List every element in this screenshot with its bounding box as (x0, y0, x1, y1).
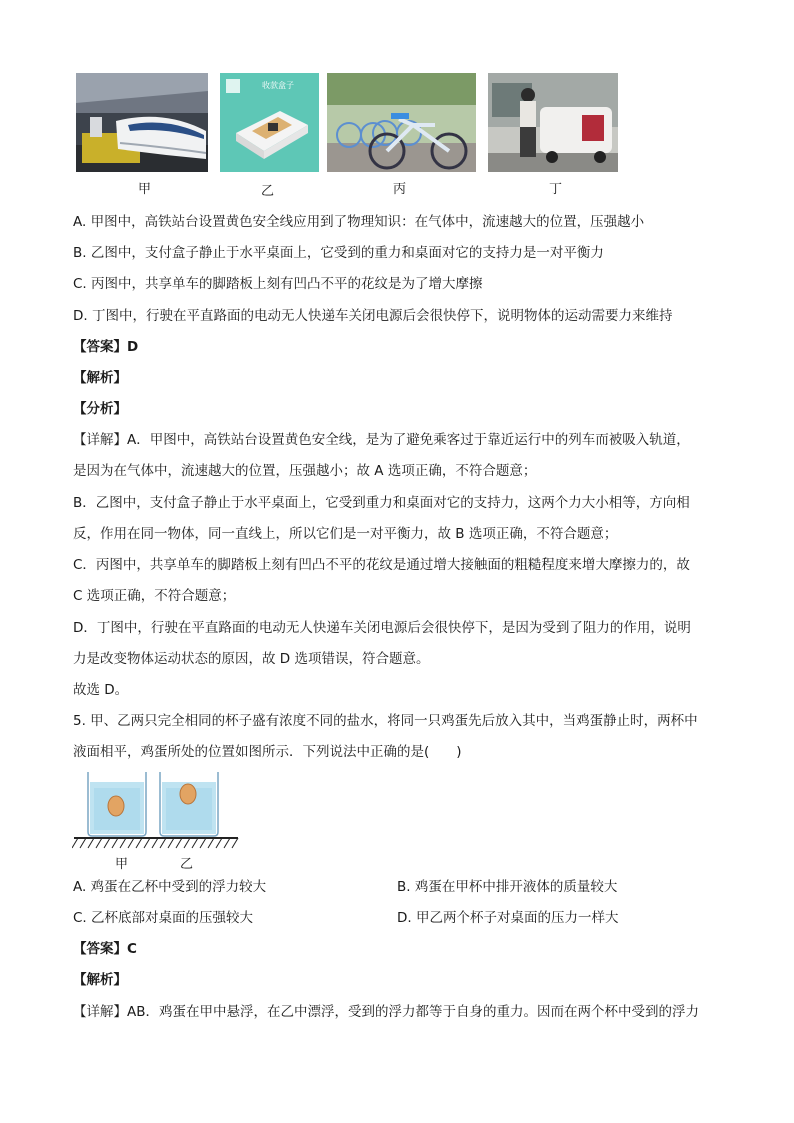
q5-option-c: C. 乙杯底部对桌面的压强较大 (73, 910, 254, 926)
q4-detail-line: C 选项正确，不符合题意； (73, 588, 236, 604)
beakers-figure (72, 768, 242, 852)
q4-option-c: C. 丙图中，共享单车的脚踏板上刻有凹凸不平的花纹是为了增大摩擦 (73, 276, 483, 292)
q4-detail-line: 反，作用在同一物体，同一直线上，所以它们是一对平衡力，故 B 选项正确，不符合题意； (73, 526, 618, 542)
photo-shared-bicycles (327, 73, 476, 172)
payment-box-label: 收款盒子 (262, 81, 294, 90)
caption-ding: 丁 (549, 182, 563, 197)
q5-option-d: D. 甲乙两个杯子对桌面的压力一样大 (397, 910, 619, 926)
photo-high-speed-train (76, 73, 208, 172)
q4-answer: 【答案】D (73, 339, 139, 355)
q4-detail-line: 故选 D。 (73, 682, 129, 698)
caption-bing: 丙 (393, 182, 407, 197)
q4-option-a: A. 甲图中，高铁站台设置黄色安全线应用到了物理知识：在气体中，流速越大的位置，压强越小 (73, 214, 645, 230)
photo-delivery-robot (488, 73, 618, 172)
q5-detail: 【详解】AB．鸡蛋在甲中悬浮，在乙中漂浮，受到的浮力都等于自身的重力。因而在两个杯中受到的浮力 (73, 1004, 699, 1020)
caption-yi: 乙 (261, 184, 275, 199)
beaker-caption-jia: 甲 (115, 857, 129, 872)
caption-jia: 甲 (138, 182, 152, 197)
q4-detail-line: C．丙图中，共享单车的脚踏板上刻有凹凸不平的花纹是通过增大接触面的粗糙程度来增大摩擦力的，故 (73, 557, 690, 573)
q5-stem-line: 液面相平，鸡蛋所处的位置如图所示．下列说法中正确的是( ) (73, 744, 462, 760)
q4-detail-line: B．乙图中，支付盒子静止于水平桌面上，它受到重力和桌面对它的支持力，这两个力大小相等，方向相 (73, 495, 690, 511)
q4-detail-line: 是因为在气体中，流速越大的位置，压强越小；故 A 选项正确，不符合题意； (73, 463, 537, 479)
q4-option-d: D. 丁图中，行驶在平直路面的电动无人快递车关闭电源后会很快停下，说明物体的运动需要力来维持 (73, 308, 673, 324)
q4-fenxi: 【分析】 (73, 401, 127, 417)
q5-jiexi: 【解析】 (73, 972, 127, 988)
q4-detail-line: 力是改变物体运动状态的原因，故 D 选项错误，符合题意。 (73, 651, 430, 667)
q5-answer: 【答案】C (73, 941, 137, 957)
q4-jiexi: 【解析】 (73, 370, 127, 386)
q4-detail-line: 【详解】A．甲图中，高铁站台设置黄色安全线，是为了避免乘客过于靠近运行中的列车而被吸入轨道， (73, 432, 690, 448)
q4-detail-line: D．丁图中，行驶在平直路面的电动无人快递车关闭电源后会很快停下，是因为受到了阻力的作用，说明 (73, 620, 691, 636)
q5-stem-line: 5. 甲、乙两只完全相同的杯子盛有浓度不同的盐水，将同一只鸡蛋先后放入其中，当鸡蛋静止时，两杯中 (73, 713, 698, 729)
q5-option-a: A. 鸡蛋在乙杯中受到的浮力较大 (73, 879, 267, 895)
q5-option-b: B. 鸡蛋在甲杯中排开液体的质量较大 (397, 879, 618, 895)
q4-option-b: B. 乙图中，支付盒子静止于水平桌面上，它受到的重力和桌面对它的支持力是一对平衡力 (73, 245, 604, 261)
beaker-caption-yi: 乙 (180, 857, 194, 872)
